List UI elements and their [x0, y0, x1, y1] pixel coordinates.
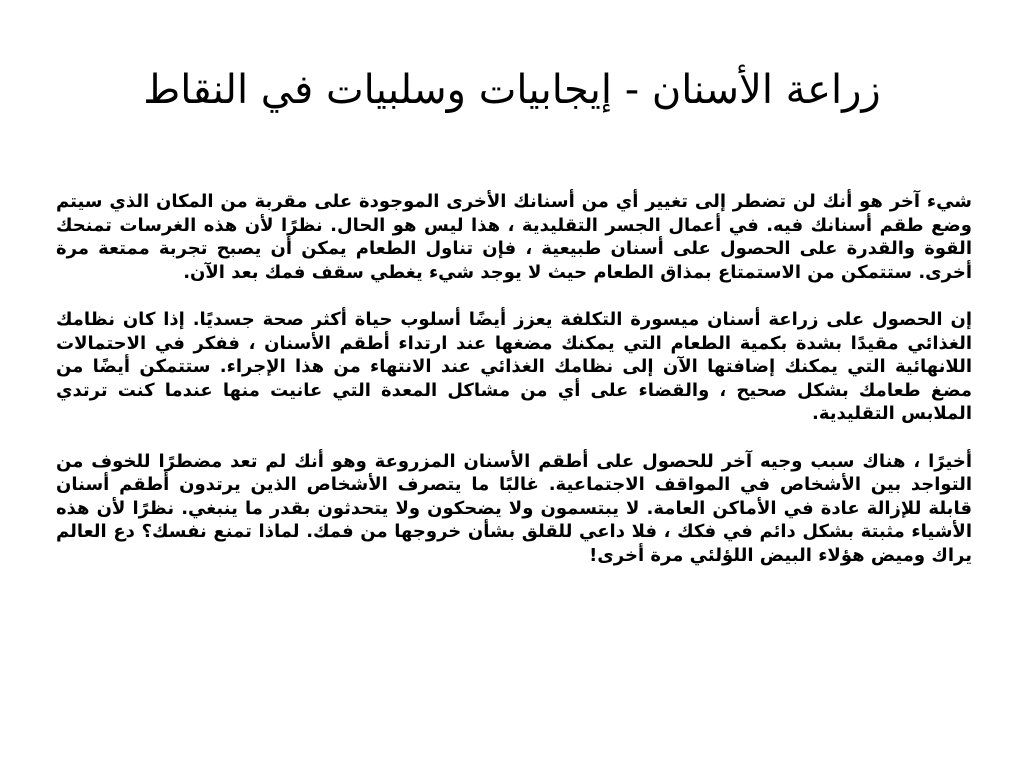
slide-title: زراعة الأسنان - إيجابيات وسلبيات في النقاط — [143, 67, 881, 113]
body-paragraph-1: شيء آخر هو أنك لن تضطر إلى تغيير أي من أسنانك الأخرى الموجودة على مقربة من المكان الذي سيتم وضع طقم أسنانك فيه. في أعمال الجسر التقليدية ، هذا ليس هو الحال. نظرًا لأن هذه الغرسات تمنحك القوة والقدرة على الحصول على أسنان طبيعية ، فإن تناول الطعام يمكن أن يصبح تجربة ممتعة مرة أخرى. ستتمكن من الاستمتاع بمذاق الطعام حيث لا يوجد شيء يغطي سقف فمك بعد الآن. — [56, 191, 972, 283]
body-paragraph-3: أخيرًا ، هناك سبب وجيه آخر للحصول على أطقم الأسنان المزروعة وهو أنك لم تعد مضطرًا للخوف من التواجد بين الأشخاص في المواقف الاجتماعية. غالبًا ما يتصرف الأشخاص الذين يرتدون أطقم أسنان قابلة للإزالة عادة في الأماكن العامة. لا يبتسمون ولا يضحكون ولا يتحدثون بقدر ما ينبغي. نظرًا لأن هذه الأشياء مثبتة بشكل دائم في فكك ، فلا داعي للقلق بشأن خروجها من فمك. لماذا تمنع نفسك؟ دع العالم يراك وميض هؤلاء البيض اللؤلئي مرة أخرى! — [56, 450, 972, 566]
body-paragraph-2: إن الحصول على زراعة أسنان ميسورة التكلفة يعزز أيضًا أسلوب حياة أكثر صحة جسديًا. إذا كان نظامك الغذائي مقيدًا بشدة بكمية الطعام التي يمكنك مضغها عند ارتداء أطقم الأسنان ، ففكر في الاحتمالات اللانهائية التي يمكنك إضافتها الآن إلى نظامك الغذائي عند الانتهاء من هذا الإجراء. ستتمكن أيضًا من مضغ طعامك بشكل صحيح ، والقضاء على أي من مشاكل المعدة التي عانيت منها عندما كنت ترتدي الملابس التقليدية. — [56, 309, 972, 424]
slide-body — [56, 190, 972, 591]
